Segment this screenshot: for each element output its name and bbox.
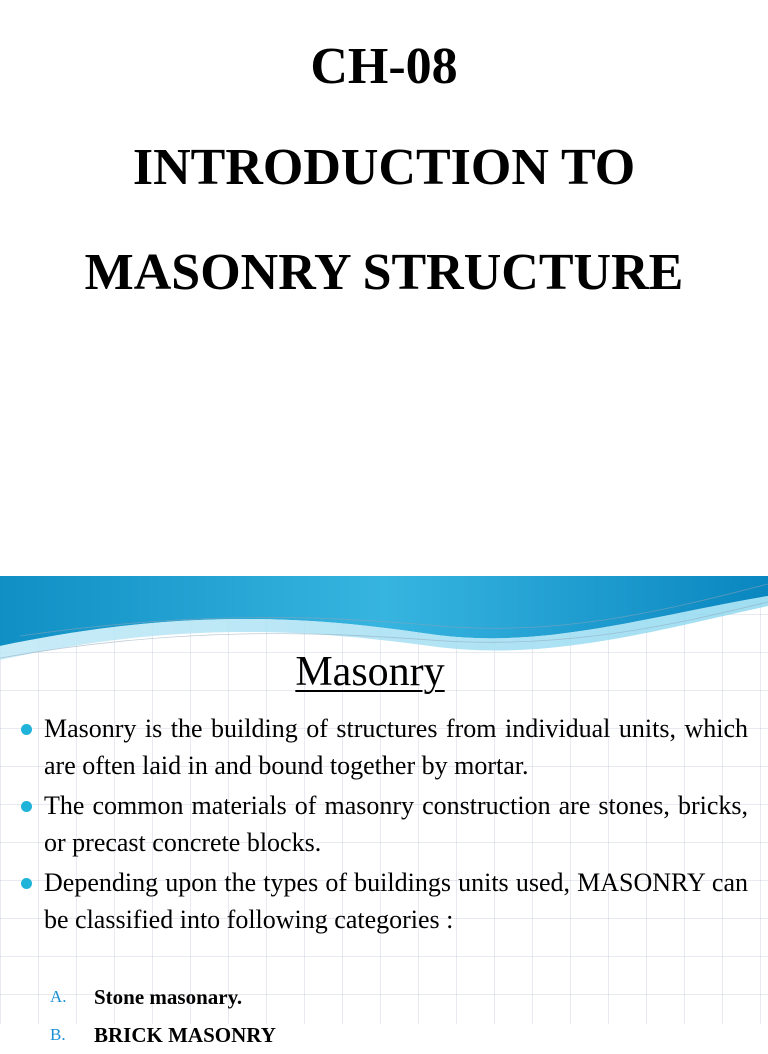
category-letter: A.	[50, 987, 67, 1006]
title-line-2: MASONRY STRUCTURE	[84, 244, 684, 301]
bullet-list	[20, 710, 748, 941]
bullet-dot-icon	[21, 878, 32, 889]
list-item: Depending upon the types of buildings units used, MASONRY can be classified into following categories :	[20, 864, 748, 938]
category-item	[48, 978, 748, 1016]
list-item: Masonry is the building of structures from individual units, which are often laid in and bound together by mortar.	[20, 710, 748, 784]
content-slide	[0, 576, 768, 1047]
category-list	[48, 978, 748, 1054]
chapter-number: CH-08	[310, 38, 458, 95]
category-letter: B.	[50, 1025, 66, 1044]
bullet-dot-icon	[21, 724, 32, 735]
list-item: The common materials of masonry construction are stones, bricks, or precast concrete blocks.	[20, 787, 748, 861]
category-text: Stone masonary.	[94, 985, 243, 1009]
slide-heading: Masonry	[295, 649, 445, 695]
category-text: BRICK MASONRY	[94, 1023, 276, 1047]
category-item	[48, 1016, 748, 1054]
title-line-1: INTRODUCTION TO	[132, 139, 636, 196]
bullet-dot-icon	[21, 801, 32, 812]
